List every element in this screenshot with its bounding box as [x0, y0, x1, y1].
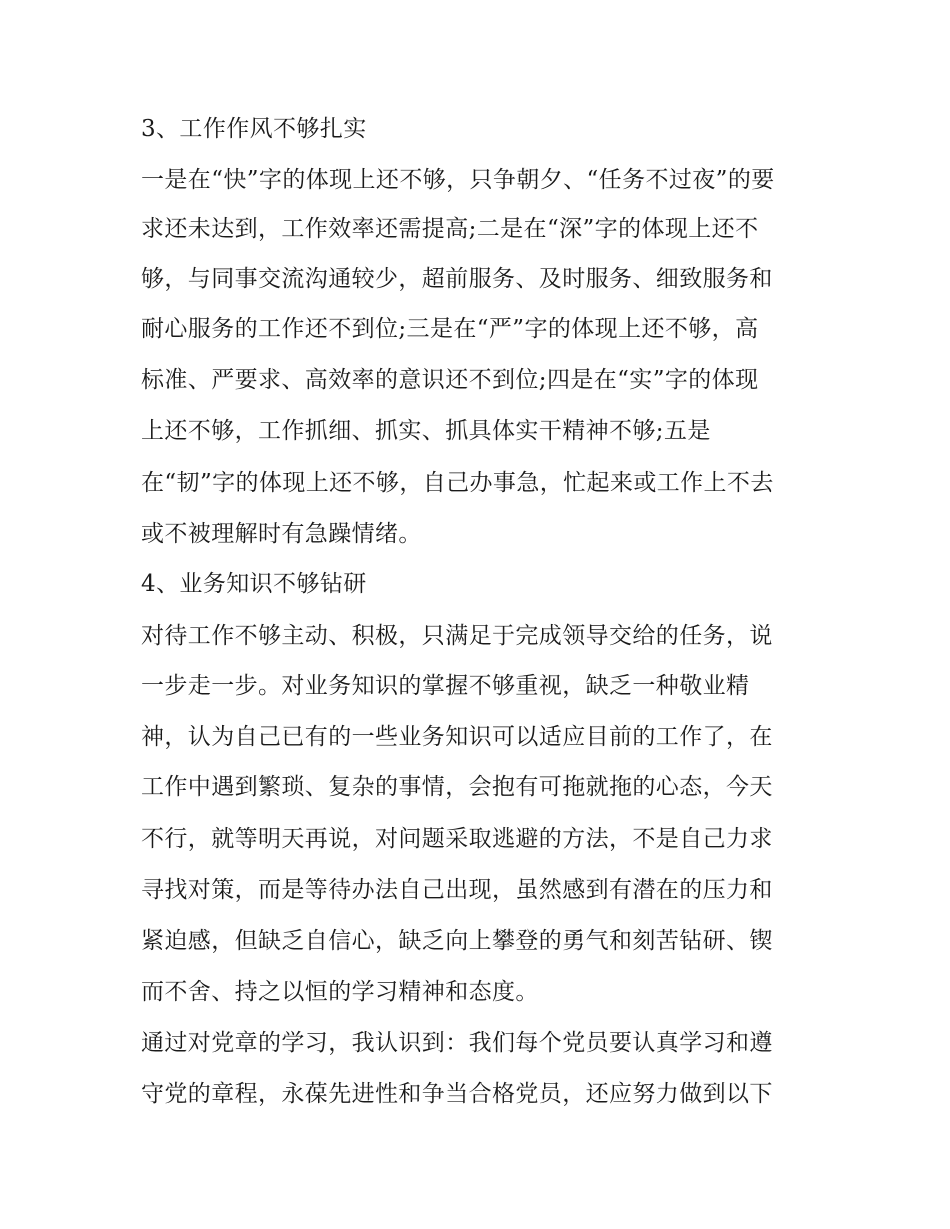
paragraph-line: 紧迫感，但缺乏自信心，缺乏向上攀登的勇气和刻苦钻研、锲	[141, 928, 773, 954]
paragraph-line: 不行，就等明天再说，对问题采取逃避的方法，不是自己力求	[141, 826, 773, 852]
paragraph-line: 一是在“快”字的体现上还不够，只争朝夕、“任务不过夜”的要	[141, 167, 775, 193]
paragraph-line: 神，认为自己已有的一些业务知识可以适应目前的工作了，在	[141, 724, 773, 750]
paragraph-line: 在“韧”字的体现上还不够，自己办事急，忙起来或工作上不去	[141, 470, 774, 496]
paragraph-line: 对待工作不够主动、积极，只满足于完成领导交给的任务，说	[141, 623, 773, 649]
paragraph-line: 耐心服务的工作还不到位;三是在“严”字的体现上还不够，高	[141, 316, 759, 342]
paragraph-line: 够，与同事交流沟通较少，超前服务、及时服务、细致服务和	[141, 266, 773, 292]
paragraph-line: 寻找对策，而是等待办法自己出现，虽然感到有潜在的压力和	[141, 877, 773, 903]
section-heading-4: 4、业务知识不够钻研	[141, 571, 367, 597]
paragraph-line: 一步走一步。对业务知识的掌握不够重视，缺乏一种敬业精	[141, 673, 750, 699]
paragraph-line: 通过对党章的学习，我认识到：我们每个党员要认真学习和遵	[141, 1030, 773, 1056]
paragraph-line: 守党的章程，永葆先进性和争当合格党员，还应努力做到以下	[141, 1081, 773, 1107]
paragraph-line: 标准、严要求、高效率的意识还不到位;四是在“实”字的体现	[141, 367, 759, 393]
paragraph-line: 工作中遇到繁琐、复杂的事情，会抱有可拖就拖的心态，今天	[141, 774, 773, 800]
paragraph-line: 求还未达到，工作效率还需提高;二是在“深”字的体现上还不	[141, 216, 759, 242]
paragraph-line: 上还不够，工作抓细、抓实、抓具体实干精神不够;五是	[141, 418, 711, 444]
paragraph-line: 或不被理解时有急躁情绪。	[141, 521, 422, 547]
paragraph-line: 而不舍、持之以恒的学习精神和态度。	[141, 979, 539, 1005]
section-heading-3: 3、工作作风不够扎实	[141, 116, 367, 142]
